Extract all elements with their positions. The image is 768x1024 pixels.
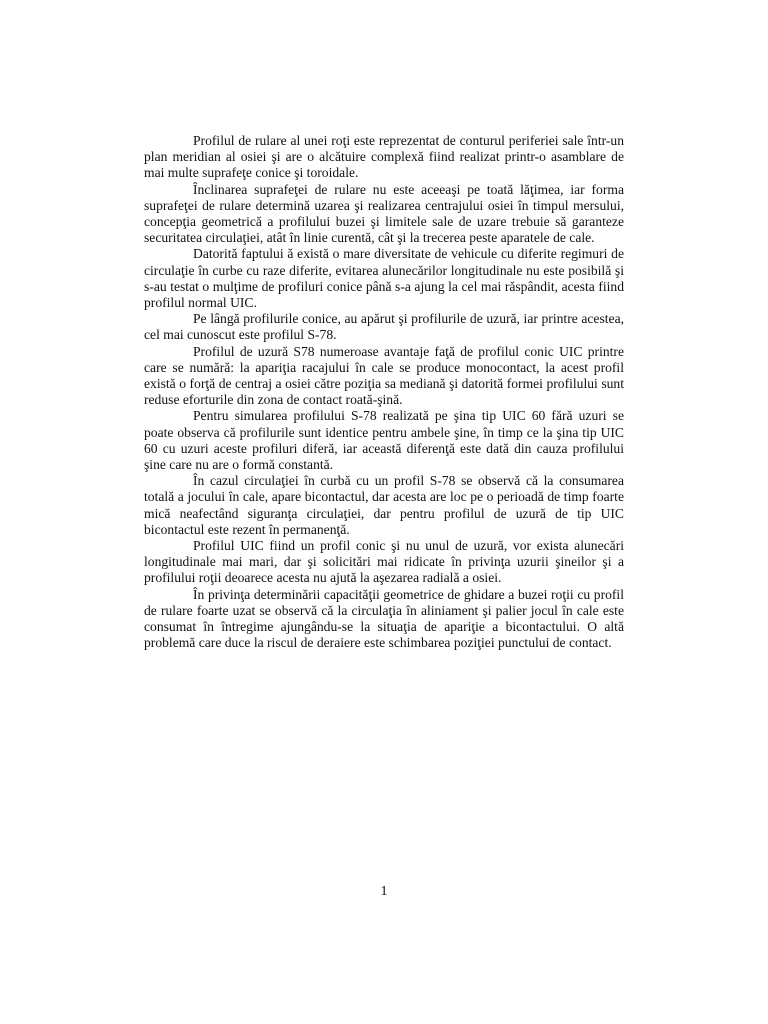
paragraph: Pentru simularea profilului S-78 realizată pe şina tip UIC 60 fără uzuri se poate observa că profilurile sunt identice pentru ambele şine, în timp ce la şina tip UIC 60 cu uzuri aceste profiluri diferă, iar această diferenţă este dată din cauza profilului şine care nu are o formă constantă.: [144, 408, 624, 473]
paragraph: Profilul de rulare al unei roţi este reprezentat de conturul periferiei sale într-un plan meridian al osiei şi are o alcătuire complexă fiind realizat printr-o asamblare de mai multe suprafeţe conice şi toroidale.: [144, 133, 624, 181]
body-text: [144, 133, 624, 652]
paragraph: În privinţa determinării capacităţii geometrice de ghidare a buzei roţii cu profil de rulare foarte uzat se observă că la circulaţia în aliniament şi palier jocul în cale este consumat în întregime ajungându-se la situaţia de apariţie a bicontactului. O altă problemă care duce la riscul de deraiere este schimbarea poziţiei punctului de contact.: [144, 586, 624, 651]
paragraph: Pe lângă profilurile conice, au apărut şi profilurile de uzură, iar printre acestea, cel mai cunoscut este profilul S-78.: [144, 311, 624, 343]
paragraph: Profilul de uzură S78 numeroase avantaje faţă de profilul conic UIC printre care se numără: la apariţia racajului în cale se produce monocontact, la acest profil există o forţă de centraj a osiei către poziţia sa mediană şi datorită formei profilului sunt reduse eforturile din zona de contact roată-şină.: [144, 343, 624, 408]
paragraph: În cazul circulaţiei în curbă cu un profil S-78 se observă că la consumarea totală a jocului în cale, apare bicontactul, dar acesta are loc pe o perioadă de timp foarte mică neafectând siguranţa circulaţiei, dar pentru profilul de uzură de tip UIC bicontactul este rezent în permanenţă.: [144, 473, 624, 537]
paragraph: Profilul UIC fiind un profil conic şi nu unul de uzură, vor exista alunecări longitudinale mai mari, dar şi solicitări mai ridicate în privinţa uzurii şineilor şi a profilului roţii deoarece acesta nu ajută la aşezarea radială a osiei.: [144, 538, 624, 586]
paragraph: Înclinarea suprafeţei de rulare nu este aceeaşi pe toată lăţimea, iar forma suprafeţei de rulare determină uzarea şi realizarea centrajului osiei în timpul mersului, concepţia geometrică a profilului buzei şi limitele sale de uzare trebuie să garanteze securitatea circulaţiei, atât în linie curentă, cât şi la trecerea peste aparatele de cale.: [144, 181, 624, 246]
paragraph: Datorită faptului ă există o mare diversitate de vehicule cu diferite regimuri de circulaţie în curbe cu raze diferite, evitarea alunecărilor longitudinale nu este posibilă şi s-au testat o mulţime de profiluri conice până s-a ajung la cel mai răspândit, acesta fiind profilul normal UIC.: [144, 246, 624, 311]
page-number: 1: [380, 884, 388, 899]
